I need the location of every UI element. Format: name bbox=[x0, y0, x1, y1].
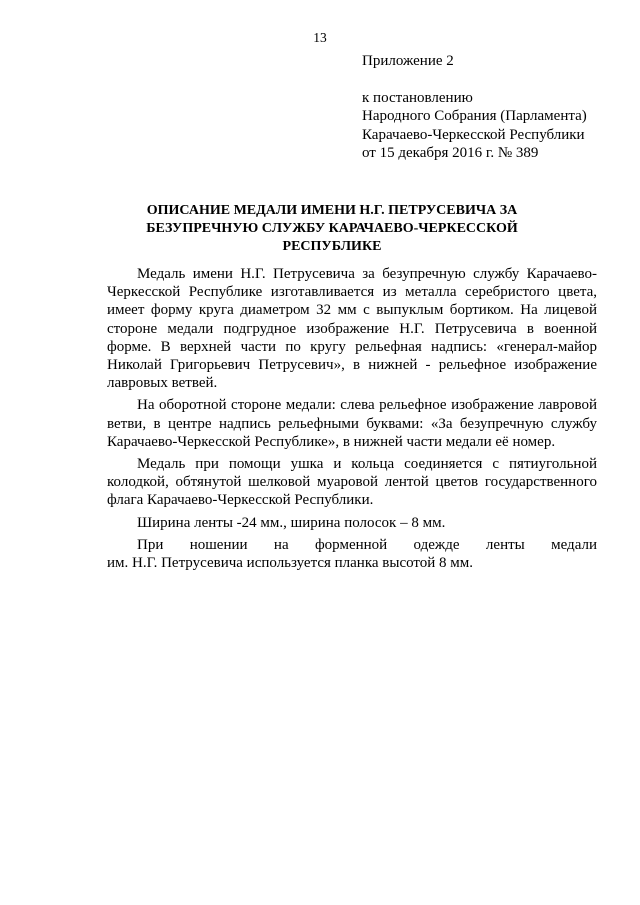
paragraph: Медаль при помощи ушка и кольца соединяется с пятиугольной колодкой, обтянутой шелковой муаровой лентой цветов государственного флага Карачаево-Черкесской Республики. bbox=[107, 456, 597, 509]
appendix-title: Приложение 2 bbox=[362, 53, 454, 69]
appendix-line: к постановлению bbox=[362, 89, 473, 106]
paragraph: На оборотной стороне медали: слева рельефное изображение лавровой ветви, в центре надпись рельефными буквами: «За безупречную службу Карачаево-Черкесской Республике», в нижней части медали её номер. bbox=[107, 397, 597, 450]
page-number: 13 bbox=[313, 30, 327, 45]
appendix-line: от 15 декабря 2016 г. № 389 bbox=[362, 145, 539, 161]
paragraph-continuation: им. Н.Г. Петрусевича используется планка высотой 8 мм. bbox=[107, 555, 474, 572]
appendix-block bbox=[362, 52, 587, 163]
appendix-line: Народного Собрания (Парламента) bbox=[362, 108, 587, 124]
document-heading: ОПИСАНИЕ МЕДАЛИ ИМЕНИ Н.Г. ПЕТРУСЕВИЧА ЗА БЕЗУПРЕЧНУЮ СЛУЖБУ КАРАЧАЕВО-ЧЕРКЕССКОЙ РЕСПУБЛИКЕ bbox=[146, 203, 518, 254]
document-body bbox=[107, 265, 597, 576]
paragraph: При ношении на форменной одежде ленты медали bbox=[137, 536, 597, 553]
paragraph: Ширина ленты -24 мм., ширина полосок – 8 мм. bbox=[137, 514, 446, 531]
appendix-line: Карачаево-Черкесской Республики bbox=[362, 126, 585, 143]
paragraph: Медаль имени Н.Г. Петрусевича за безупречную службу Карачаево-Черкесской Республике изготавливается из металла серебристого цвета, имеет форму круга диаметром 32 мм с выпуклым бортиком. На лицевой стороне медали подгрудное изображение Н.Г. Петрусевича в военной форме. В верхней части по кругу рельефная надпись: «генерал-майор Николай Григорьевич Петрусевич», в нижней - рельефное изображение лавровых ветвей. bbox=[107, 266, 597, 392]
